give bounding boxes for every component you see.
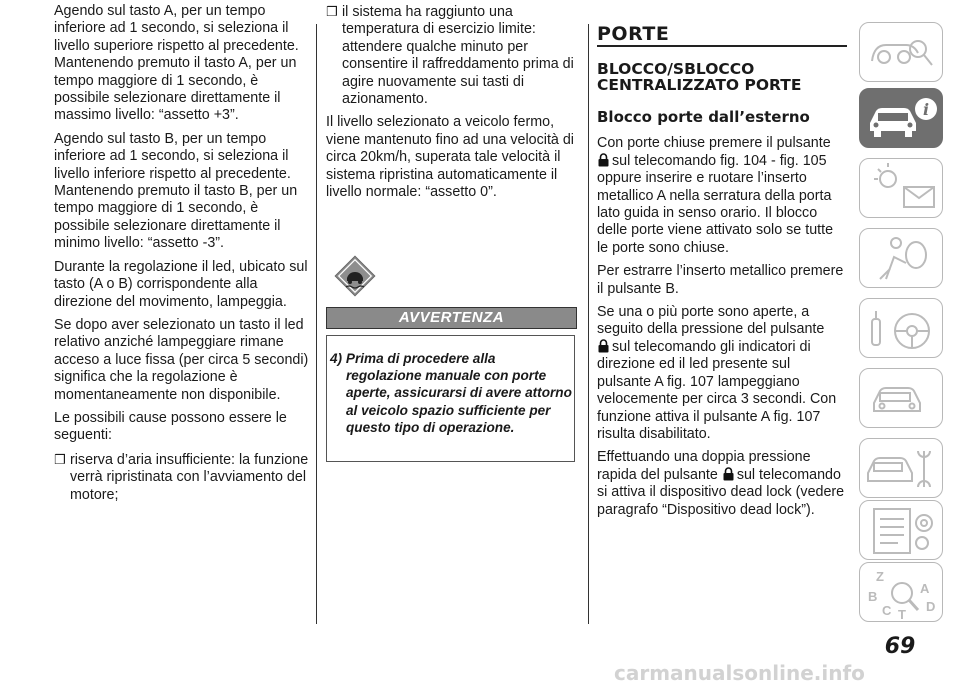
car-info-icon [860,89,944,149]
alphabetical-index-icon [860,563,944,623]
paragraph: Durante la regolazione il led, ubicato sul tasto (A o B) corrispondente alla direzione del movimento, lampeggia. [54,258,308,310]
paragraph: Se dopo aver selezionato un tasto il led relativo anziché lampeggiare rimane acceso a luce fissa (per circa 5 secondi) significa che la regolazione è momentaneamente non disponibile. [54,316,309,403]
text-part: Se una o più porte sono aperte, a seguito della pressione del pulsante [597,304,825,338]
paragraph [597,304,847,443]
paragraph [597,135,847,257]
slippery-road-warning-icon [332,253,378,299]
airbag-safety-icon [860,229,944,289]
column-divider [588,24,589,624]
lock-icon [722,467,735,481]
paragraph: Agendo sul tasto B, per un tempo inferiore ad 1 secondo, si seleziona il livello inferiore rispetto al precedente. Mantenendo premuto il tasto B, per un tempo maggiore di 1 secondo, è possibile selezionare direttamente il minimo livello: “assetto -3”. [54,130,298,252]
lock-icon [597,339,610,353]
dashboard-search-icon [860,23,944,83]
bullet-text: riserva d’aria insufficiente: la funzione verrà ripristinata con l’avviamento del motore; [70,451,309,503]
emergency-tab[interactable] [859,368,943,428]
column-right [597,23,847,525]
technical-data-tab[interactable] [859,500,943,560]
paragraph: Il livello selezionato a veicolo fermo, viene mantenuto fino ad una velocità di circa 20km/h, superata tale velocità il sistema ripristina automaticamente il livello normale: “assetto 0”. [326,114,574,201]
subsection-title: BLOCCO/SBLOCCO CENTRALIZZATO PORTE [597,60,802,95]
warning-first-line: Prima di procedere alla [345,351,496,366]
section-title: PORTE [597,26,847,47]
checkbox-bullet-icon: ❒ [54,451,66,467]
text-part: sul telecomando gli indicatori di direzione ed il led presente sul pulsante A fig. 107 lampeggiano velocemente per circa 3 secondi. Con funzione attiva il pulsante A fig. 107 risulta disabilitato. [597,338,837,442]
warning-header: AVVERTENZA [326,307,577,329]
text-part: sul telecomando fig. 104 - fig. 105 oppure inserire e ruotare l’inserto metallico A nella serratura della porta lato guida in senso orario. Il blocco delle porte viene attivato solo se tutte le porte sono chiuse. [597,152,834,256]
paragraph [597,449,847,519]
footer-watermark: carmanualsonline.info [614,661,865,685]
heading: Blocco porte dall’esterno [597,108,810,127]
text-part: Con porte chiuse premere il pulsante [597,135,831,152]
page-number: 69 [884,634,916,659]
index-letter: D [926,599,936,614]
warning-lights-tab[interactable] [859,158,943,218]
index-letter: A [920,581,930,596]
vehicle-info-tab[interactable] [859,88,943,148]
index-letter: B [868,589,878,604]
car-emergency-icon [860,369,944,429]
safety-tab[interactable] [859,228,943,288]
text-part: Effettuando una doppia pressione rapida del pulsante [597,449,811,483]
text-part: sul telecomando si attiva il dispositivo dead lock (vedere paragrafo “Dispositivo dead lock”). [597,466,845,518]
paragraph: Agendo sul tasto A, per un tempo inferiore ad 1 secondo, si seleziona il livello superiore rispetto al precedente. Mantenendo premuto il tasto A, per un tempo maggiore di 1 secondo, è possibile selezionare direttamente il massimo livello: “assetto +3”. [54,3,299,124]
dashboard-tab[interactable] [859,22,943,82]
chapter-sidebar [857,0,960,686]
car-wrench-icon [860,439,944,499]
paragraph: Le possibili cause possono essere le seguenti: [54,409,287,444]
column-middle [326,3,578,207]
index-letter: C [882,603,892,618]
steering-wheel-icon [860,299,944,359]
warning-number: 4) [330,351,343,366]
starting-driving-tab[interactable] [859,298,943,358]
column-divider [316,24,317,624]
maintenance-tab[interactable] [859,438,943,498]
warning-text [330,350,574,436]
lock-icon [597,153,610,167]
bullet-item [326,3,578,108]
svg-text:i: i [922,100,930,119]
data-sheet-gear-icon [860,501,944,561]
warning-light-message-icon [860,159,944,219]
paragraph: Per estrarre l’inserto metallico premere il pulsante B. [597,263,844,297]
index-tab[interactable] [859,562,943,622]
column-left [54,3,310,510]
checkbox-bullet-icon: ❒ [326,4,338,19]
warning-rest: regolazione manuale con porte aperte, assicurarsi di avere attorno al veicolo spazio sufficiente per questo tipo di operazione. [346,368,572,435]
index-letter: T [898,607,906,622]
index-letter: Z [876,569,884,584]
bullet-text: il sistema ha raggiunto una temperatura di esercizio limite: attendere qualche minuto per consentire il raffreddamento prima di agire nuovamente sui tasti di azionamento. [342,4,574,108]
bullet-item [54,451,310,504]
